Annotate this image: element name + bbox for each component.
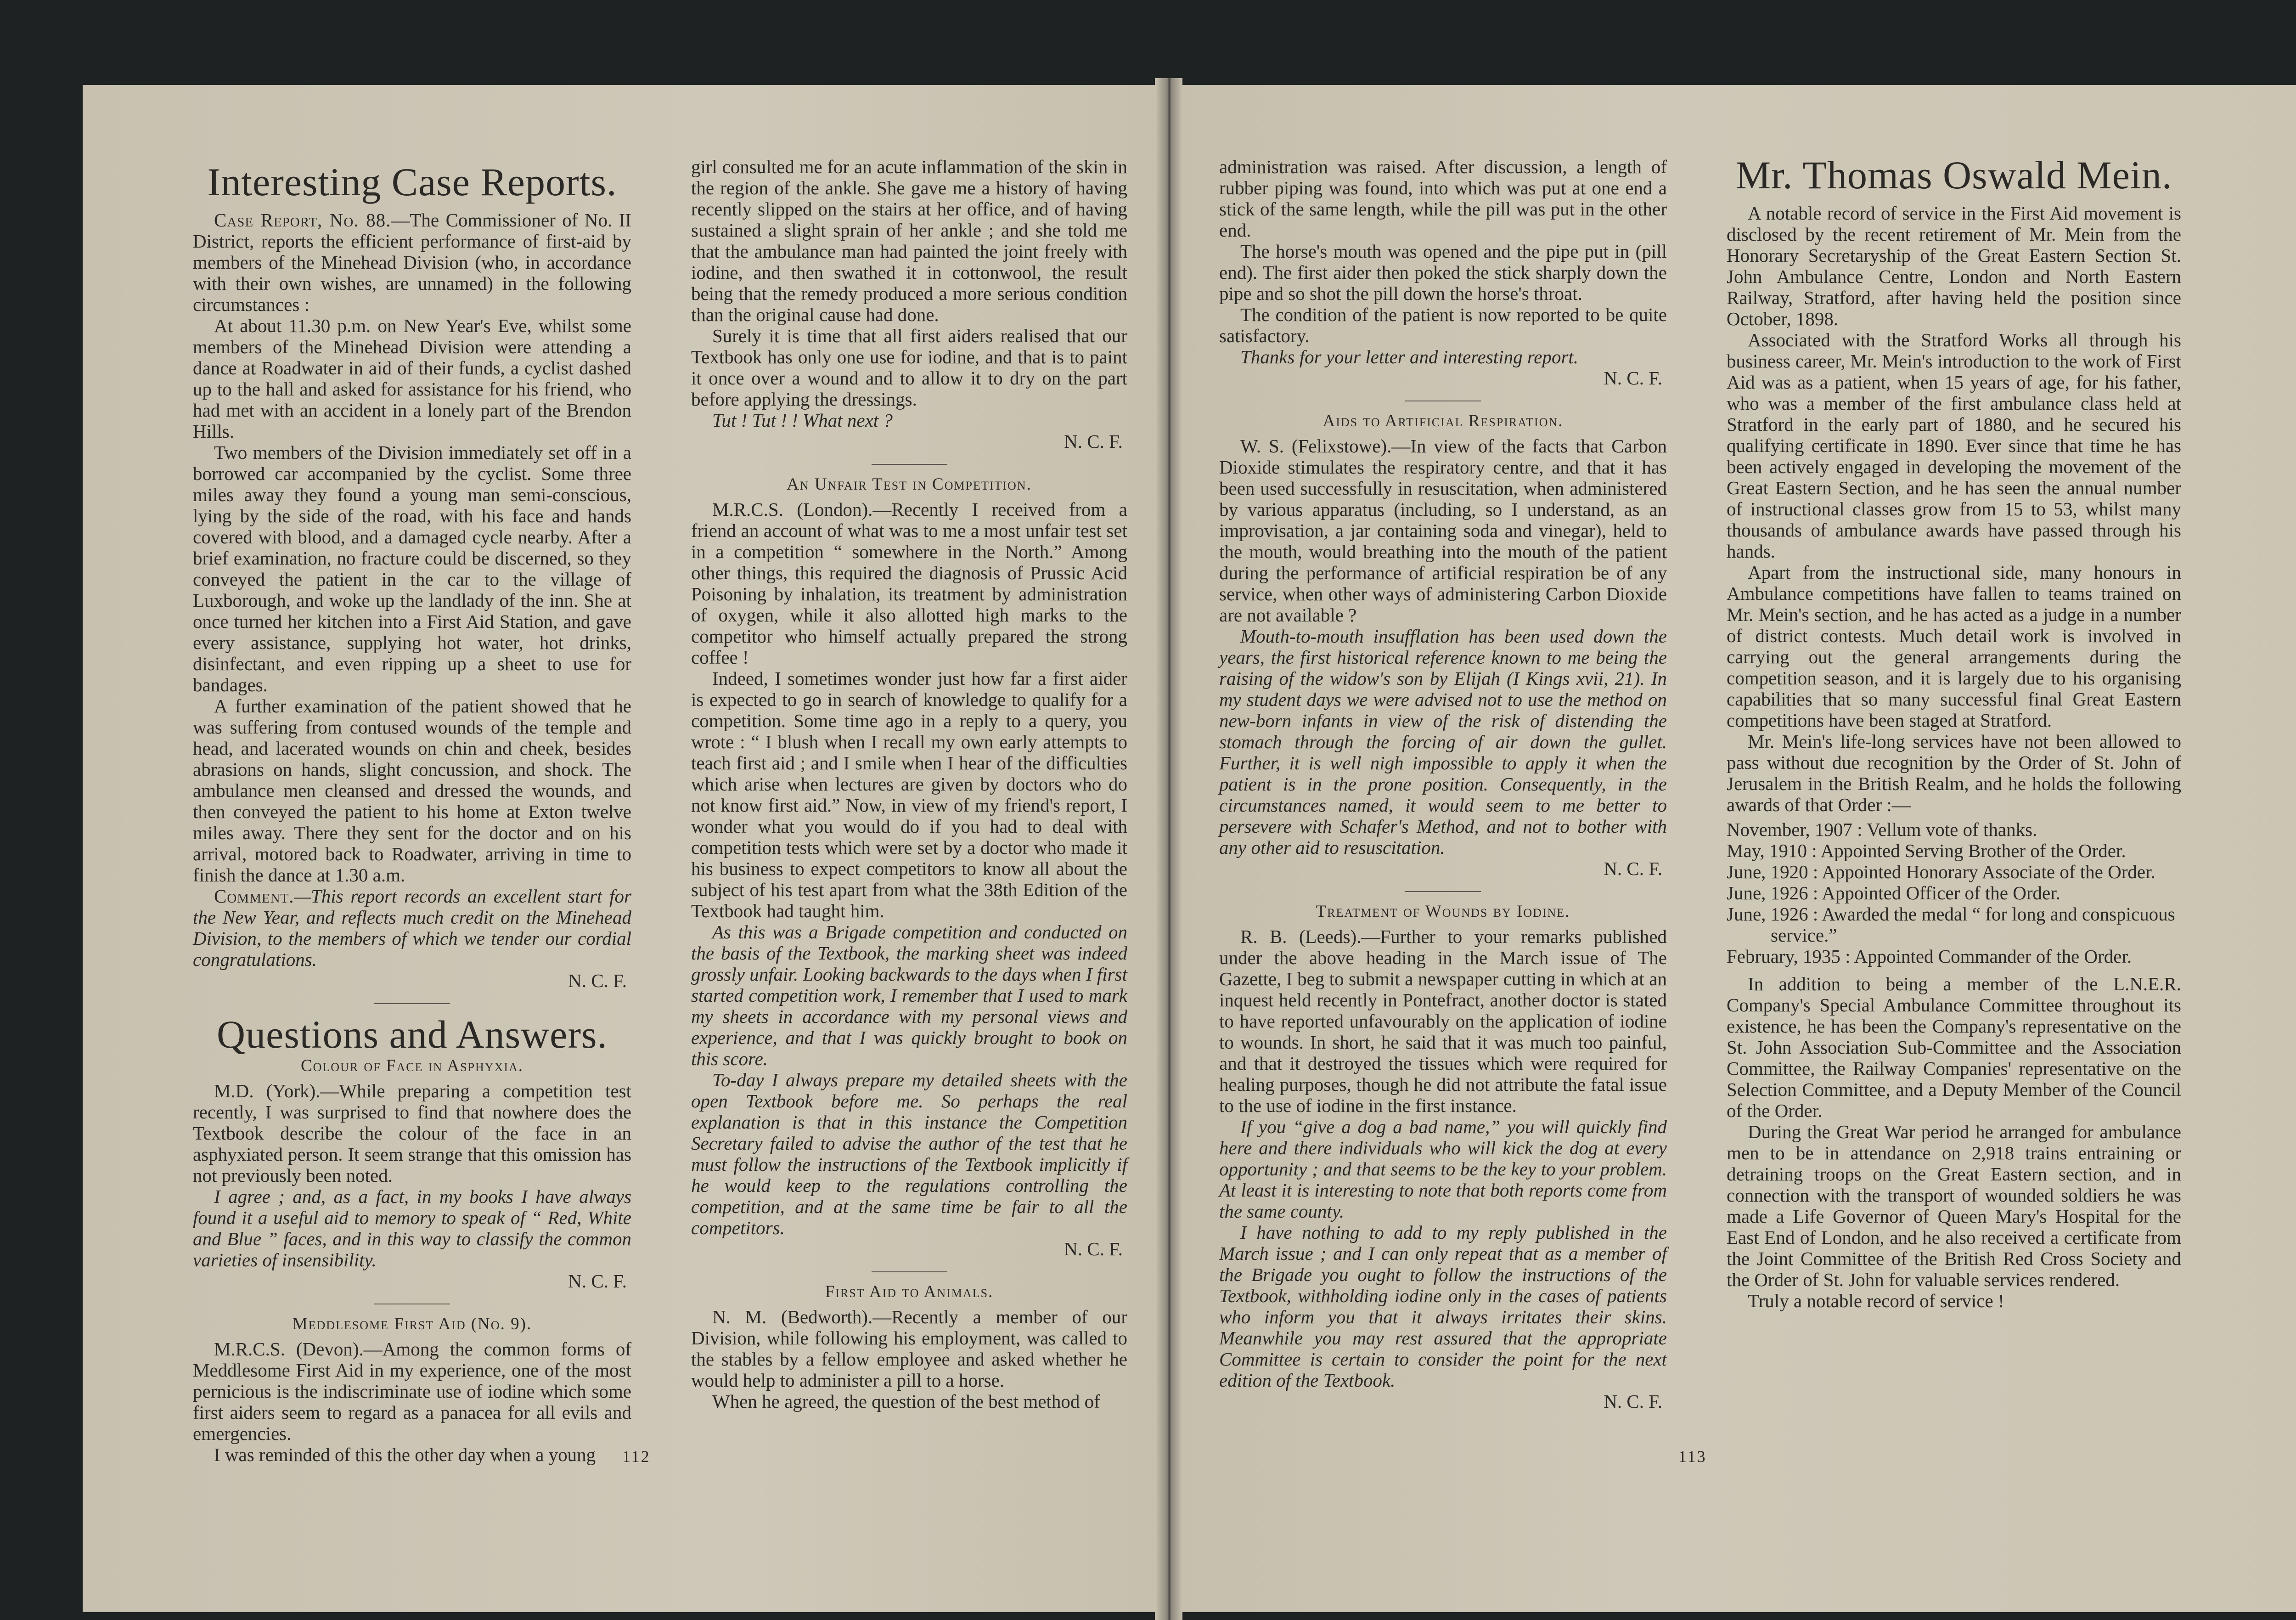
signature: N. C. F.	[1604, 367, 1662, 389]
answer: Tut ! Tut ! ! What next ?	[712, 410, 893, 431]
subheading-aids-respiration: Aids to Artificial Respiration.	[1322, 412, 1564, 430]
paragraph: Apart from the instructional side, many honours in Ambulance competitions have fallen to teams trained on Mr. Mein's section, and he has acted as a judge in a number of district contests. Much detail work is involved in carrying out the general arrangements during the competition season, and it is largely due to his organising capabilities that so many successful final Great Eastern competitions have been staged at Stratford.	[1727, 562, 2181, 731]
paragraph: administration was raised. After discussion, a length of rubber piping was found, into which was put at one end a stick of the same length, while the pill was put in the other end.	[1219, 156, 1667, 241]
comment-text: —This report records an excellent start for the New Year, and reflects much credit on the Minehead Division, to the members of which we tender our cordial congratulations.	[193, 886, 631, 970]
book-gutter	[1155, 78, 1182, 1620]
award-item: May, 1910 : Appointed Serving Brother of the Order.	[1727, 840, 2126, 861]
answer: As this was a Brigade competition and conducted on the basis of the Textbook, the marking sheet was indeed grossly unfair. Looking backwards to the days when I first started competition work, I remember that I used to mark my sheets in accordance with my personal views and experience, and that I was quickly brought to book on this score.	[691, 921, 1127, 1069]
paragraph: girl consulted me for an acute inflammation of the skin in the region of the ankle. She gave me a history of having recently slipped on the stairs at her office, and of having sustained a slight sprain of her ankle ; and she told me that the ambulance man had painted the joint freely with iodine, and then swathed it in cottonwool, the result being that the remedy produced a more serious condition than the original cause had done.	[691, 156, 1127, 325]
answer: I have nothing to add to my reply published in the March issue ; and I can only repeat that as a member of the Brigade you ought to follow the instructions of the Textbook, withholding iodine only in the cases of patients who inform you that it always irritates their skins. Meanwhile you may rest assured that the appropriate Committee is certain to consider the point for the next edition of the Textbook.	[1219, 1222, 1667, 1391]
subheading-iodine: Treatment of Wounds by Iodine.	[1316, 902, 1570, 921]
answer: Thanks for your letter and interesting report.	[1240, 346, 1579, 367]
subheading-unfair-test: An Unfair Test in Competition.	[787, 475, 1032, 494]
paragraph: Associated with the Stratford Works all through his business career, Mr. Mein's introduction to the work of First Aid was as a patient, when 15 years of age, for his father, who was a member of the first ambulance class held at Stratford in the early part of 1880, and he secured his qualifying certificate in 1890. Ever since that time he has been actively engaged in developing the movement of the Great Eastern Section, and he has seen the annual number of instructional classes grow from 15 to 53, whilst many thousands of ambulance awards have passed through his hands.	[1727, 329, 2181, 562]
page-number-left: 112	[622, 1447, 651, 1466]
paragraph: In addition to being a member of the L.N.E.R. Company's Special Ambulance Committee throughout its existence, he has been the Company's representative on the St. John Association Sub-Committee and the Association Committee, the Railway Companies' representative on the Selection Committee, and a Deputy Member of the Council of the Order.	[1727, 973, 2181, 1121]
section-title-mein: Mr. Thomas Oswald Mein.	[1735, 153, 2172, 197]
award-item: February, 1935 : Appointed Commander of the Order.	[1727, 946, 2132, 967]
signature: N. C. F.	[1064, 431, 1123, 452]
page-number-right: 113	[1678, 1447, 1707, 1466]
subheading-first-aid-animals: First Aid to Animals.	[825, 1282, 994, 1301]
paragraph: Truly a notable record of service !	[1748, 1290, 2004, 1311]
answer: Mouth-to-mouth insufflation has been used down the years, the first historical reference known to me being the raising of the widow's son by Elijah (I Kings xvii, 21). In my student days we were advised not to use the method on new-born infants in view of the risk of distending the stomach through the forcing of air down the gullet. Further, it is well nigh impossible to apply it when the patient is in the prone position. Consequently, in the circumstances named, it would seem to me better to persevere with Schafer's Method, and not to bother with any other aid to resuscitation.	[1219, 626, 1667, 858]
paragraph: Mr. Mein's life-long services have not been allowed to pass without due recognition by the Order of St. John of Jerusalem in the British Realm, and he holds the following awards of that Order :—	[1727, 731, 2181, 815]
column-1	[193, 161, 631, 1465]
question: R. B. (Leeds).—Further to your remarks published under the above heading in the March issue of The Gazette, I beg to submit a newspaper cutting in which at an inquest held recently in Pontefract, another doctor is stated to have reported unfavourably on the application of iodine to wounds. In short, he said that it was much too painful, and that it destroyed the tissues which were required for healing purposes, though he did not attribute the fatal issue to the use of iodine in the first instance.	[1219, 926, 1667, 1116]
paragraph: The horse's mouth was opened and the pipe put in (pill end). The first aider then poked the stick sharply down the pipe and so shot the pill down the horse's throat.	[1219, 241, 1667, 304]
question: M.R.C.S. (London).—Recently I received from a friend an account of what was to me a most unfair test set in a competition “ somewhere in the North.” Among other things, this required the diagnosis of Prussic Acid Poisoning by inhalation, its treatment by administration of oxygen, while it also allotted high marks to the competitor who himself actually prepared the strong coffee !	[691, 499, 1127, 668]
awards-list	[1727, 819, 2181, 967]
paragraph: At about 11.30 p.m. on New Year's Eve, whilst some members of the Minehead Division were attending a dance at Roadwater in aid of their funds, a cyclist dashed up to the hall and asked for assistance for his friend, who had met with an accident in a lonely part of the Brendon Hills.	[193, 315, 631, 442]
signature: N. C. F.	[568, 970, 627, 991]
case-lead: Case Report, No. 88.	[214, 209, 391, 231]
question: W. S. (Felixstowe).—In view of the facts that Carbon Dioxide stimulates the respiratory centre, and that it has been used successfully in resuscitation, when administered by various apparatus (including, so I understand, as an improvisation, a jar containing soda and vinegar), held to the mouth, would breathing into the mouth of the patient during the performance of artificial respiration be of any service, when other ways of administering Carbon Dioxide are not available ?	[1219, 435, 1667, 626]
answer: If you “give a dog a bad name,” you will quickly find here and there individuals who will kick the dog at every opportunity ; and that seems to be the key to your problem. At least it is interesting to note that both reports come from the same county.	[1219, 1116, 1667, 1222]
comment-lead: Comment.	[214, 886, 294, 907]
paragraph: A notable record of service in the First Aid movement is disclosed by the recent retirement of Mr. Mein from the Honorary Secretaryship of the Great Eastern Section St. John Ambulance Centre, London and North Eastern Railway, Stratford, after having held the position since October, 1898.	[1727, 203, 2181, 329]
divider	[374, 1003, 450, 1004]
award-item: June, 1926 : Awarded the medal “ for long and conspicuous service.”	[1727, 903, 2175, 946]
signature: N. C. F.	[1064, 1238, 1123, 1259]
divider	[872, 1271, 947, 1272]
divider	[1405, 891, 1481, 892]
question-continued: I was reminded of this the other day when a young	[214, 1444, 596, 1465]
question: M.D. (York).—While preparing a competition test recently, I was surprised to find that nowhere does the Textbook describe the colour of the face in an asphyxiated person. It seem strange that this omission has not previously been noted.	[193, 1080, 631, 1186]
subheading-meddlesome: Meddlesome First Aid (No. 9).	[292, 1315, 532, 1333]
paragraph: A further examination of the patient showed that he was suffering from contused wounds of the temple and head, and lacerated wounds on chin and cheek, besides abrasions on hands, slight concussion, and shock. The ambulance men cleansed and dressed the wounds, and then conveyed the patient to his home at Exton twelve miles away. There they sent for the doctor and on his arrival, motored back to Roadwater, arriving in time to finish the dance at 1.30 a.m.	[193, 695, 631, 886]
award-item: June, 1920 : Appointed Honorary Associate of the Order.	[1727, 861, 2155, 882]
section-title-case-reports: Interesting Case Reports.	[207, 160, 617, 204]
paragraph: During the Great War period he arranged for ambulance men to be in attendance on 2,918 trains entraining or detraining troops on the Great Eastern section, and in connection with the transport of wounded soldiers he was made a Life Governor of Queen Mary's Hospital for the East End of London, and he also received a certificate from the Joint Committee of the British Red Cross Society and the Order of St. John for valuable services rendered.	[1727, 1121, 2181, 1290]
signature: N. C. F.	[1604, 1391, 1662, 1412]
signature: N. C. F.	[568, 1270, 627, 1292]
answer: I agree ; and, as a fact, in my books I have always found it a useful aid to memory to speak of “ Red, White and Blue ” faces, and in this way to classify the common varieties of insensibility.	[193, 1186, 631, 1270]
paragraph: Two members of the Division immediately set off in a borrowed car accompanied by the cyclist. Some three miles away they found a young man semi-conscious, lying by the side of the road, with his face and hands covered with blood, and a damaged cycle nearby. After a brief examination, no fracture could be discerned, so they conveyed the patient in the car to the village of Luxborough, and woke up the landlady of the inn. She at once turned her kitchen into a First Aid Station, and gave every assistance, supplying hot water, hot drinks, disinfectant, and even ripping up a sheet to use for bandages.	[193, 442, 631, 695]
award-item: November, 1907 : Vellum vote of thanks.	[1727, 819, 2037, 840]
paragraph: Surely it is time that all first aiders realised that our Textbook has only one use for iodine, and that is to paint it once over a wound and to allow it to dry on the part before applying the dressings.	[691, 325, 1127, 410]
divider	[872, 464, 947, 465]
answer: To-day I always prepare my detailed sheets with the open Textbook before me. So perhaps the real explanation is that in this instance the Competition Secretary failed to advise the author of the test that he must follow the instructions of the Textbook implicitly if he would keep to the regulations controlling the competition, and at the same time be fair to all the competitors.	[691, 1069, 1127, 1238]
column-4	[1727, 154, 2181, 1311]
award-item: June, 1926 : Appointed Officer of the Order.	[1727, 882, 2060, 903]
question: M.R.C.S. (Devon).—Among the common forms of Meddlesome First Aid in my experience, one of the most pernicious is the indiscriminate use of iodine which some first aiders seem to regard as a panacea for all evils and emergencies.	[193, 1338, 631, 1444]
signature: N. C. F.	[1604, 858, 1662, 879]
subheading-colour-of-face: Colour of Face in Asphyxia.	[300, 1056, 524, 1075]
question: Indeed, I sometimes wonder just how far a first aider is expected to go in search of knowledge to qualify for a competition. Some time ago in a reply to a query, you wrote : “ I blush when I recall my own early attempts to teach first aid ; and I smile when I hear of the difficulties which arise when lectures are given by doctors who do not know first aid.” Now, in view of my friend's report, I wonder what you would do if you had to deal with competition tests which were set by a doctor who made it his business to expect competitors to know all about the subject of his test apart from what the 38th Edition of the Textbook had taught him.	[691, 668, 1127, 921]
paragraph: The condition of the patient is now reported to be quite satisfactory.	[1219, 304, 1667, 346]
question: N. M. (Bedworth).—Recently a member of our Division, while following his employment, was called to the stables by a fellow employee and asked whether he would help to administer a pill to a horse.	[691, 1306, 1127, 1391]
case-intro: —The Commissioner of No. II District, reports the efficient performance of first-aid by members of the Minehead Division (who, in accordance with their own wishes, are unnamed) in the following circumstances :	[193, 209, 632, 315]
question-continued: When he agreed, the question of the best method of	[712, 1391, 1100, 1412]
section-title-questions: Questions and Answers.	[217, 1012, 608, 1056]
column-2	[691, 156, 1127, 1412]
column-3	[1219, 156, 1667, 1412]
